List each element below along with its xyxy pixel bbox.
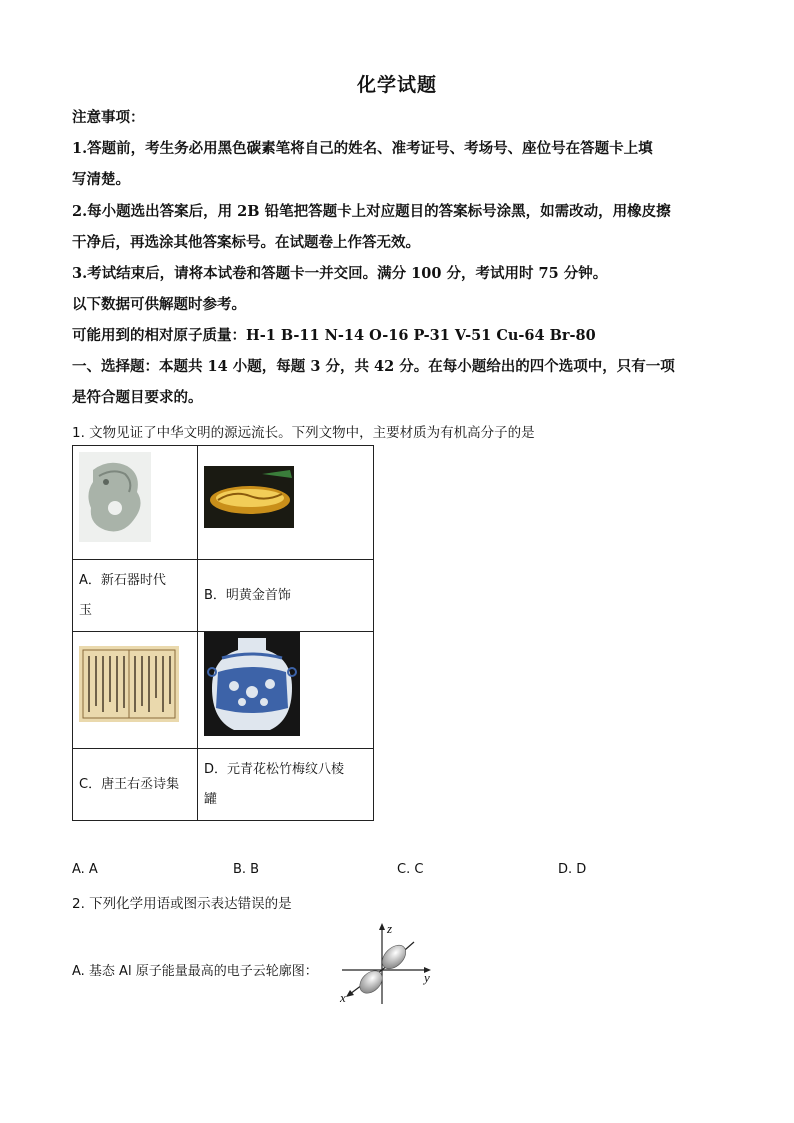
- q1-choice-d: D. D: [558, 862, 587, 877]
- notice-item-3: 3.考试结束后，请将本试卷和答题卡一并交回。满分 100 分，考试用时 75 分钟。: [72, 265, 608, 282]
- section-heading-line-1: 一、选择题：本题共 14 小题，每题 3 分，共 42 分。在每小题给出的四个选项中，只有一项: [72, 358, 675, 375]
- q1-option-d-line-1: D．元青花松竹梅纹八棱: [204, 761, 345, 777]
- q1-option-d-line-2: 罐: [204, 791, 218, 807]
- q1-option-b: B．明黄金首饰: [198, 560, 374, 632]
- notice-item-2-line-2: 干净后，再选涂其他答案标号。在试题卷上作答无效。: [72, 234, 420, 251]
- jade-artifact-image: [79, 452, 151, 542]
- q1-cell-image-c: [73, 632, 198, 749]
- q1-stem: 1. 文物见证了中华文明的源远流长。下列文物中，主要材质为有机高分子的是: [72, 425, 535, 441]
- q2-option-a: A. 基态 Al 原子能量最高的电子云轮廓图：: [72, 964, 318, 979]
- q1-cell-image-d: [198, 632, 374, 749]
- notice-item-1-line-2: 写清楚。: [72, 171, 130, 188]
- y-axis-label: y: [424, 970, 430, 985]
- q1-choice-c: C. C: [397, 862, 424, 877]
- q1-cell-image-b: [198, 446, 374, 560]
- z-axis-arrow-icon: [379, 923, 385, 930]
- atomic-masses: 可能用到的相对原子质量：H-1 B-11 N-14 O-16 P-31 V-51 Cu-64 Br-80: [72, 327, 596, 344]
- poetry-manuscript-image: [79, 646, 179, 722]
- x-axis-label: x: [340, 990, 346, 1005]
- notice-item-1-line-1: 1.答题前，考生务必用黑色碳素笔将自己的姓名、准考证号、考场号、座位号在答题卡上填: [72, 140, 653, 157]
- q1-option-a-line-1: A．新石器时代: [79, 572, 166, 588]
- notice-item-2-line-1: 2.每小题选出答案后，用 2B 铅笔把答题卡上对应题目的答案标号涂黑，如需改动，用橡皮擦: [72, 203, 671, 220]
- q2-stem: 2. 下列化学用语或图示表达错误的是: [72, 896, 292, 912]
- blue-white-jar-image: [204, 632, 300, 736]
- x-axis-arrow-icon: [346, 990, 354, 997]
- notice-heading: 注意事项：: [72, 109, 145, 126]
- section-heading-line-2: 是符合题目要求的。: [72, 389, 203, 406]
- orbital-lobe-upper: [378, 941, 411, 974]
- q1-option-c: C．唐王右丞诗集: [73, 749, 198, 821]
- q1-option-a-line-2: 玉: [79, 602, 93, 618]
- q1-choice-b: B. B: [233, 862, 260, 877]
- q1-option-a: [73, 560, 198, 632]
- q1-choice-a: A. A: [72, 862, 98, 877]
- q1-cell-image-a: [73, 446, 198, 560]
- z-axis-label: z: [387, 921, 393, 936]
- reference-note: 以下数据可供解题时参考。: [72, 296, 246, 313]
- p-orbital-diagram: [338, 920, 438, 1006]
- page-title: 化学试题: [356, 74, 437, 96]
- q1-options-table: [72, 445, 374, 821]
- q1-option-d: [198, 749, 374, 821]
- gold-ornament-image: [204, 466, 294, 528]
